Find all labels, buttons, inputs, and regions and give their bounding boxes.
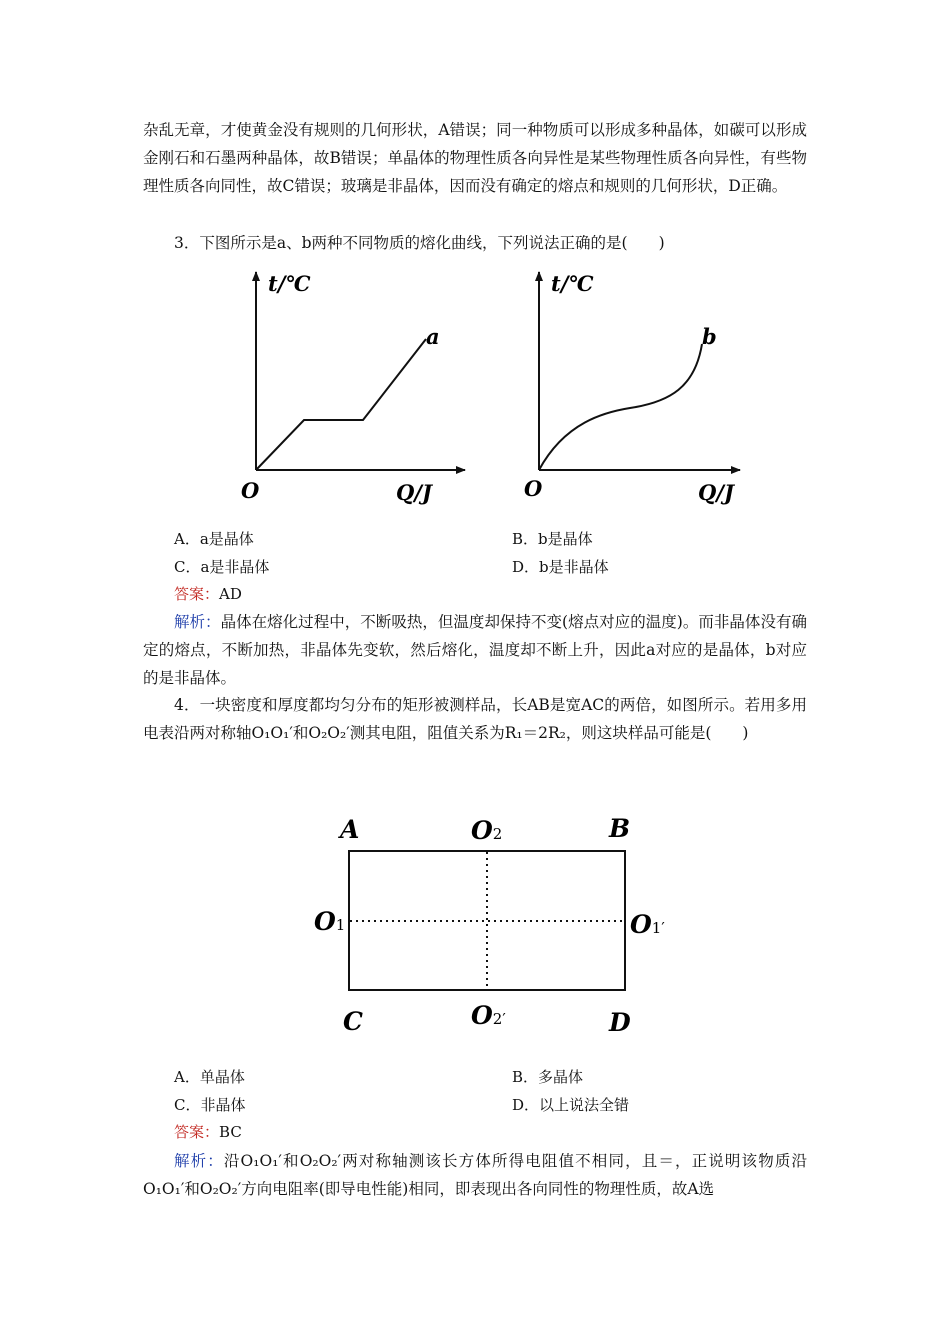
q4-option-d: D．以上说法全错 xyxy=(512,1096,630,1114)
label-o1-prime: O1′ xyxy=(630,910,665,939)
q4-option-c: C．非晶体 xyxy=(174,1096,246,1114)
corner-b: B xyxy=(609,814,631,843)
q3-answer-label: 答案： xyxy=(174,585,220,603)
q4-answer xyxy=(174,1120,242,1144)
graph-a-curve-label: a xyxy=(426,324,440,349)
graph-b-curve xyxy=(539,344,702,470)
q3-analysis-label: 解析： xyxy=(174,613,221,631)
corner-c: C xyxy=(343,1007,363,1036)
q4-stem: 4．一块密度和厚度都均匀分布的矩形被测样品，长AB是宽AC的两倍，如图所示。若用多用电表沿两对称轴O₁O₁′和O₂O₂′测其电阻，阻值关系为R₁＝2R₂，则这块样品可能是( ) xyxy=(143,696,807,742)
q3-analysis xyxy=(143,608,807,692)
q3-analysis-text: 晶体在熔化过程中，不断吸热，但温度却保持不变(熔点对应的温度)。而非晶体没有确定的熔点，不断加热，非晶体先变软，然后熔化，温度却不断上升，因此a对应的是晶体，b对应的是非晶体。 xyxy=(143,613,807,687)
graph-b-curve-label: b xyxy=(702,324,717,349)
graph-b-x-label: Q/J xyxy=(698,480,734,505)
graph-b-y-label: t/℃ xyxy=(551,271,594,296)
q4-answer-label: 答案： xyxy=(174,1123,220,1141)
q4-option-b: B．多晶体 xyxy=(512,1068,584,1086)
label-o1: O1 xyxy=(314,907,346,936)
graph-b-origin: O xyxy=(524,476,543,501)
graph-a-x-label: Q/J xyxy=(396,480,432,505)
graph-a-origin: O xyxy=(241,478,260,503)
q4-analysis xyxy=(143,1147,807,1203)
graph-a-curve xyxy=(256,339,426,470)
q3-option-d: D．b是非晶体 xyxy=(512,558,609,576)
corner-a: A xyxy=(340,815,360,844)
q3-option-a: A．a是晶体 xyxy=(174,530,254,548)
corner-d: D xyxy=(609,1008,631,1037)
q3-answer-value: AD xyxy=(219,585,242,603)
q3-option-b: B．b是晶体 xyxy=(512,530,593,548)
graph-a-y-label: t/℃ xyxy=(268,271,311,296)
graph-b xyxy=(520,262,760,512)
intro-paragraph: 杂乱无章，才使黄金没有规则的几何形状，A错误；同一种物质可以形成多种晶体，如碳可以形成金刚石和石墨两种晶体，故B错误；单晶体的物理性质各向异性是某些物理性质各向异性，有些物理性质各向同性，故C错误；玻璃是非晶体，因而没有确定的熔点和规则的几何形状，D正确。 xyxy=(143,121,807,195)
q4-analysis-text: 沿O₁O₁′和O₂O₂′两对称轴测该长方体所得电阻值不相同，且＝，正说明该物质沿O₁O₁′和O₂O₂′方向电阻率(即导电性能)相同，即表现出各向同性的物理性质，故A选 xyxy=(143,1152,807,1198)
q4-answer-value: BC xyxy=(219,1123,242,1141)
label-o2: O2 xyxy=(471,816,503,845)
q3-option-c: C．a是非晶体 xyxy=(174,558,270,576)
graph-a xyxy=(238,262,478,512)
q3-answer xyxy=(174,582,242,606)
q4-analysis-label: 解析： xyxy=(174,1152,224,1170)
q3-stem: 3．下图所示是a、b两种不同物质的熔化曲线，下列说法正确的是( ) xyxy=(174,234,665,252)
sample-diagram xyxy=(310,808,680,1043)
label-o2-prime: O2′ xyxy=(471,1001,506,1030)
q4-option-a: A．单晶体 xyxy=(174,1068,245,1086)
